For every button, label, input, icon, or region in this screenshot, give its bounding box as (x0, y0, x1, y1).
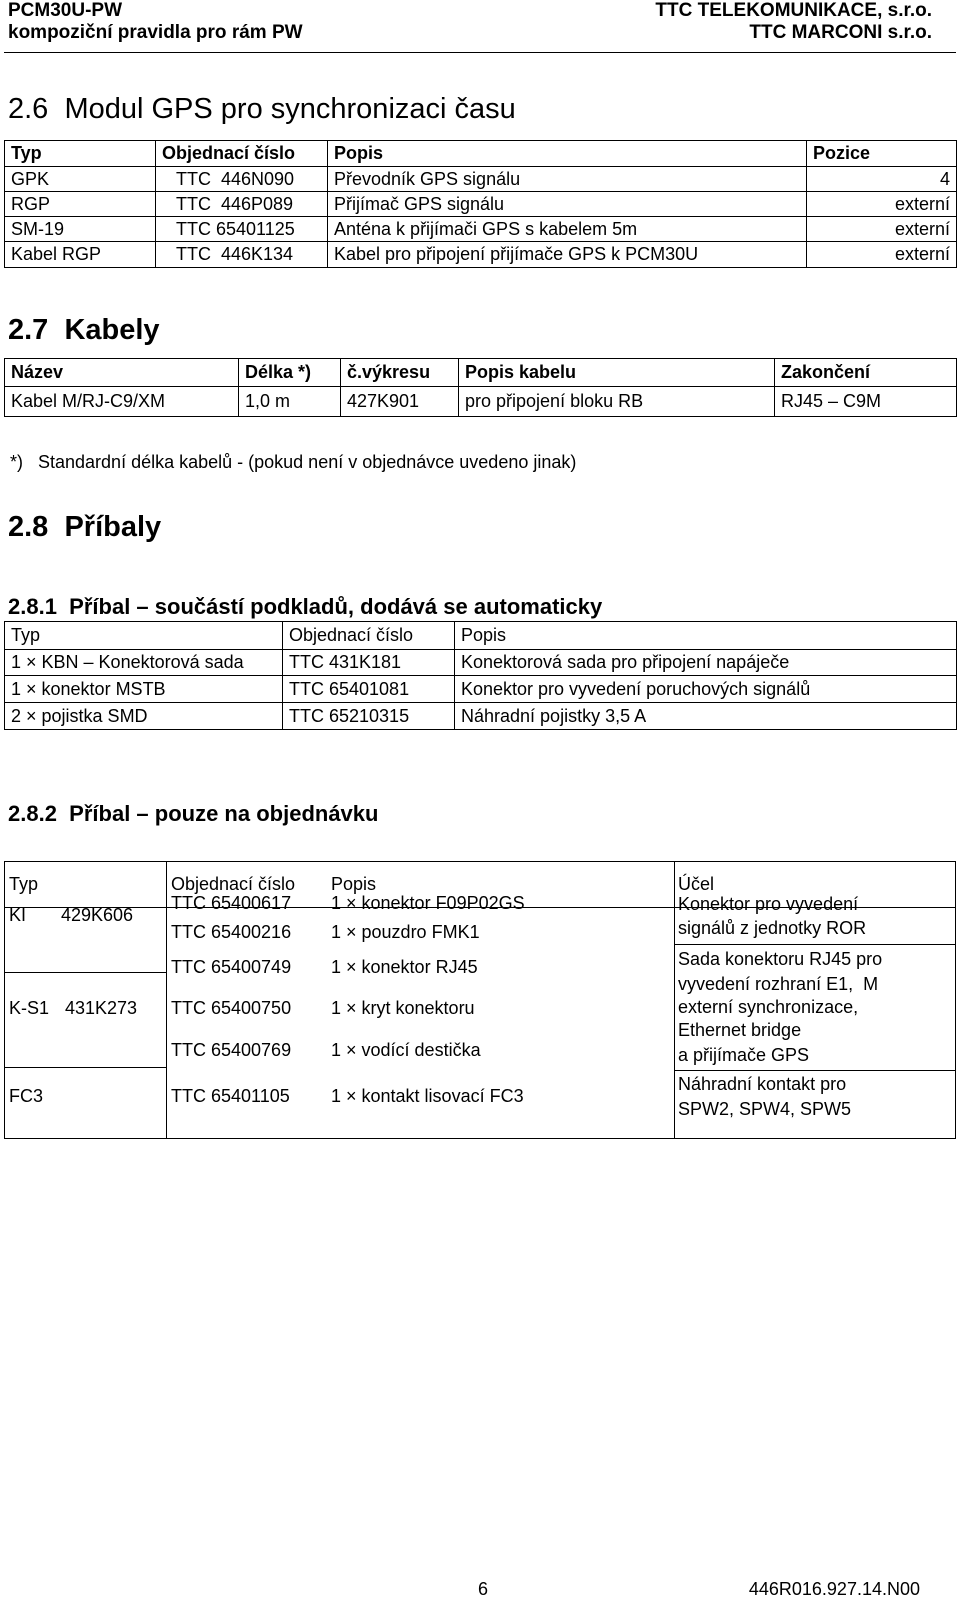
section-title: Modul GPS pro synchronizaci času (64, 93, 516, 125)
table-row (5, 192, 957, 217)
section-2-8-1-heading (8, 594, 602, 620)
section-title: Příbal – součástí podkladů, dodává se automaticky (69, 594, 603, 619)
row-divider (674, 944, 955, 945)
order-number: TTC 65400769 (171, 1040, 292, 1060)
column-header: Účel (678, 874, 715, 894)
column-header: Délka *) (239, 359, 341, 387)
table-cell: Kabel pro připojení přijímače GPS k PCM30U (328, 242, 807, 268)
group-code: 429K606 (61, 905, 134, 925)
group-type: KI (9, 905, 27, 925)
section-2-8-2-heading (8, 801, 378, 827)
table-cell: TTC 446P089 (156, 192, 328, 217)
document-code: 446R016.927.14.N00 (748, 1579, 920, 1599)
table-cell: externí (807, 242, 957, 268)
group-code: 431K273 (65, 998, 138, 1018)
section-2-8-heading (8, 511, 161, 544)
table-cell: TTC 446N090 (156, 167, 328, 192)
section-number: 2.7 (8, 314, 49, 346)
gps-module-table (4, 140, 957, 268)
section-number: 2.8 (8, 511, 49, 543)
table-row (5, 217, 957, 242)
table-cell: 427K901 (341, 387, 459, 417)
table-cell: 1 × KBN – Konektorová sada (5, 650, 283, 676)
column-header: Popis (328, 141, 807, 167)
table-cell: TTC 65210315 (283, 703, 455, 730)
column-header: Název (5, 359, 239, 387)
table-row (5, 242, 957, 268)
column-header: Popis (455, 622, 957, 650)
section-title: Kabely (64, 314, 160, 346)
purpose-line: SPW2, SPW4, SPW5 (678, 1099, 852, 1119)
column-header: Objednací číslo (283, 622, 455, 650)
column-header: Objednací číslo (156, 141, 328, 167)
purpose-line: Náhradní kontakt pro (678, 1074, 847, 1094)
column-divider (166, 862, 167, 1138)
section-title: Příbaly (64, 511, 162, 543)
table-header-row (5, 359, 957, 387)
table-cell: Náhradní pojistky 3,5 A (455, 703, 957, 730)
order-number: TTC 65400617 (171, 893, 292, 913)
cables-table (4, 358, 957, 417)
purpose-line: externí synchronizace, (678, 997, 859, 1017)
column-header: Objednací číslo (171, 874, 296, 894)
table-cell: Převodník GPS signálu (328, 167, 807, 192)
table-cell: 2 × pojistka SMD (5, 703, 283, 730)
purpose-line: Konektor pro vyvedení (678, 894, 859, 914)
order-number: TTC 65400216 (171, 922, 292, 942)
table-row (5, 650, 957, 676)
item-description: 1 × pouzdro FMK1 (331, 922, 480, 942)
table-cell: externí (807, 217, 957, 242)
row-divider (5, 972, 166, 973)
cable-length-note: *) Standardní délka kabelů - (pokud není v objednávce uvedeno jinak) (10, 452, 577, 472)
table-cell: TTC 446K134 (156, 242, 328, 268)
table-cell: RJ45 – C9M (775, 387, 957, 417)
purpose-line: vyvedení rozhraní E1, M (678, 974, 879, 994)
header-subtitle: kompoziční pravidla pro rám PW (8, 22, 303, 43)
table-header-row (5, 141, 957, 167)
table-row (5, 703, 957, 730)
section-title: Příbal – pouze na objednávku (69, 801, 379, 826)
header-company-2: TTC MARCONI s.r.o. (749, 22, 932, 43)
column-divider (674, 862, 675, 1138)
table-cell: Anténa k přijímači GPS s kabelem 5m (328, 217, 807, 242)
row-divider (5, 1067, 166, 1068)
table-cell: GPK (5, 167, 156, 192)
table-cell: externí (807, 192, 957, 217)
order-number: TTC 65400750 (171, 998, 292, 1018)
table-header-row (5, 622, 957, 650)
order-number: TTC 65401105 (171, 1086, 290, 1106)
table-cell: Přijímač GPS signálu (328, 192, 807, 217)
table-cell: SM-19 (5, 217, 156, 242)
order-accessories-table (4, 861, 956, 1139)
table-row (5, 167, 957, 192)
purpose-line: a přijímače GPS (678, 1045, 810, 1065)
purpose-line: signálů z jednotky ROR (678, 918, 867, 938)
table-cell: TTC 65401125 (156, 217, 328, 242)
table-row (5, 387, 957, 417)
table-cell: Kabel RGP (5, 242, 156, 268)
column-header: Typ (5, 141, 156, 167)
header-divider (4, 52, 956, 53)
column-header: č.výkresu (341, 359, 459, 387)
table-cell: TTC 65401081 (283, 676, 455, 703)
table-cell: pro připojení bloku RB (459, 387, 775, 417)
group-type: FC3 (9, 1086, 44, 1106)
table-cell: Konektorová sada pro připojení napáječe (455, 650, 957, 676)
section-number: 2.8.2 (8, 801, 57, 826)
section-number: 2.6 (8, 93, 49, 125)
item-description: 1 × kontakt lisovací FC3 (331, 1086, 524, 1106)
section-number: 2.8.1 (8, 594, 57, 619)
column-header: Zakončení (775, 359, 957, 387)
column-header: Pozice (807, 141, 957, 167)
table-cell: Konektor pro vyvedení poruchových signálů (455, 676, 957, 703)
section-2-7-heading (8, 314, 160, 347)
table-cell: 4 (807, 167, 957, 192)
item-description: 1 × konektor F09P02GS (331, 893, 525, 913)
order-number: TTC 65400749 (171, 957, 292, 977)
header-company: TTC TELEKOMUNIKACE, s.r.o. (655, 0, 932, 21)
table-row (5, 676, 957, 703)
item-description: 1 × kryt konektoru (331, 998, 475, 1018)
page-number: 6 (478, 1579, 489, 1599)
table-cell: TTC 431K181 (283, 650, 455, 676)
row-divider (674, 1070, 955, 1071)
header-product: PCM30U-PW (8, 0, 123, 21)
item-description: 1 × vodící destička (331, 1040, 481, 1060)
table-cell: Kabel M/RJ-C9/XM (5, 387, 239, 417)
group-type: K-S1 (9, 998, 50, 1018)
auto-accessories-table (4, 621, 957, 730)
table-cell: 1,0 m (239, 387, 341, 417)
column-header: Popis (331, 874, 377, 894)
section-2-6-heading (8, 93, 516, 126)
purpose-line: Ethernet bridge (678, 1020, 802, 1040)
column-header: Popis kabelu (459, 359, 775, 387)
item-description: 1 × konektor RJ45 (331, 957, 478, 977)
column-header: Typ (5, 622, 283, 650)
purpose-line: Sada konektoru RJ45 pro (678, 949, 883, 969)
column-header: Typ (9, 874, 39, 894)
table-cell: 1 × konektor MSTB (5, 676, 283, 703)
table-cell: RGP (5, 192, 156, 217)
